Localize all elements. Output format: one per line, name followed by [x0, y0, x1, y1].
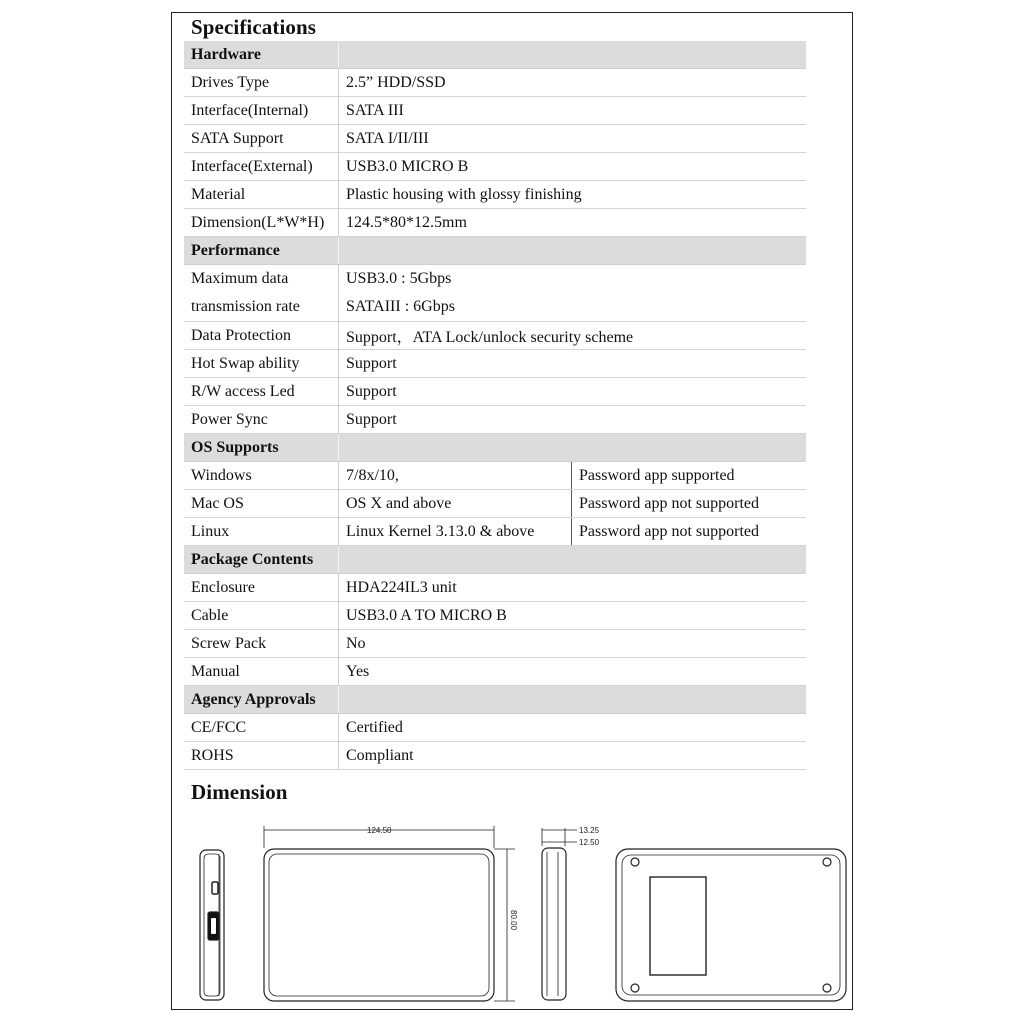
row-label: Linux — [184, 518, 339, 546]
row-value: Support，ATA Lock/unlock security scheme — [339, 322, 807, 350]
row-label: Windows — [184, 462, 339, 490]
row-value: USB3.0 MICRO B — [339, 153, 807, 181]
table-row — [184, 742, 806, 770]
row-value: SATA III — [339, 97, 807, 125]
section-label: Agency Approvals — [184, 686, 339, 714]
row-label: SATA Support — [184, 125, 339, 153]
row-value: Support — [339, 350, 807, 378]
table-row — [184, 406, 806, 434]
row-label: Mac OS — [184, 490, 339, 518]
section-row-hardware — [184, 41, 806, 69]
length-dimension-label: 124.50 — [367, 826, 392, 835]
row-value: Compliant — [339, 742, 807, 770]
table-row — [184, 602, 806, 630]
table-row — [184, 97, 806, 125]
section-label: Performance — [184, 237, 339, 265]
section-label: Hardware — [184, 41, 339, 69]
table-row — [184, 322, 806, 350]
specifications-heading: Specifications — [191, 15, 317, 39]
section-row-performance — [184, 237, 806, 265]
table-row — [184, 378, 806, 406]
section-label: Package Contents — [184, 546, 339, 574]
section-row-os-supports — [184, 434, 806, 462]
table-row — [184, 574, 806, 602]
row-label: Power Sync — [184, 406, 339, 434]
row-value: HDA224IL3 unit — [339, 574, 807, 602]
row-note: Password app not supported — [579, 495, 759, 512]
section-row-package-contents — [184, 546, 806, 574]
row-label: Screw Pack — [184, 630, 339, 658]
bottom-view-drawing — [616, 849, 846, 1001]
table-row — [184, 462, 806, 490]
row-value: Support — [339, 406, 807, 434]
row-label: R/W access Led — [184, 378, 339, 406]
side-view-ports-drawing — [200, 850, 224, 1000]
row-note: Password app supported — [579, 467, 735, 484]
row-label: Dimension(L*W*H) — [184, 209, 339, 237]
section-label: OS Supports — [184, 434, 339, 462]
row-label: Cable — [184, 602, 339, 630]
width-dimension-label: 80.00 — [509, 910, 518, 931]
row-value: Plastic housing with glossy finishing — [339, 181, 807, 209]
specifications-table — [184, 41, 806, 770]
row-value-line: USB3.0 : 5Gbps — [346, 270, 452, 287]
table-row — [184, 209, 806, 237]
row-note: Password app not supported — [579, 523, 759, 540]
row-value: Yes — [339, 658, 807, 686]
table-row — [184, 125, 806, 153]
table-row — [184, 630, 806, 658]
thickness-dimension-label: 13.25 — [579, 826, 600, 835]
row-value: Linux Kernel 3.13.0 & above — [339, 518, 572, 545]
row-value: Certified — [339, 714, 807, 742]
row-value: 7/8x/10, — [339, 462, 572, 489]
table-row — [184, 350, 806, 378]
row-label: Data Protection — [184, 322, 339, 350]
table-row — [184, 153, 806, 181]
table-row — [184, 518, 806, 546]
body-thickness-dimension-label: 12.50 — [579, 838, 600, 847]
row-value: No — [339, 630, 807, 658]
row-value-line: SATAIII : 6Gbps — [346, 298, 455, 315]
top-view-drawing — [264, 826, 515, 1001]
row-label: ROHS — [184, 742, 339, 770]
section-row-agency-approvals — [184, 686, 806, 714]
row-value: USB3.0 A TO MICRO B — [339, 602, 807, 630]
table-row — [184, 265, 806, 322]
row-value: OS X and above — [339, 490, 572, 517]
row-label: CE/FCC — [184, 714, 339, 742]
row-label: Interface(Internal) — [184, 97, 339, 125]
row-label-line: Maximum data — [191, 270, 289, 287]
row-label: Interface(External) — [184, 153, 339, 181]
table-row — [184, 181, 806, 209]
row-label: Hot Swap ability — [184, 350, 339, 378]
row-value: 2.5” HDD/SSD — [339, 69, 807, 97]
row-value: Support — [339, 378, 807, 406]
row-label: Material — [184, 181, 339, 209]
row-label: Manual — [184, 658, 339, 686]
row-value — [339, 265, 807, 322]
row-label-line: transmission rate — [191, 298, 300, 315]
table-row — [184, 490, 806, 518]
dimension-drawings — [185, 818, 855, 1008]
row-label: Enclosure — [184, 574, 339, 602]
row-value: SATA I/II/III — [339, 125, 807, 153]
row-value: 124.5*80*12.5mm — [339, 209, 807, 237]
table-row — [184, 714, 806, 742]
row-label — [184, 265, 339, 322]
side-view-thickness-drawing — [542, 828, 577, 1000]
dimension-heading: Dimension — [191, 780, 288, 804]
table-row — [184, 69, 806, 97]
table-row — [184, 658, 806, 686]
row-label: Drives Type — [184, 69, 339, 97]
